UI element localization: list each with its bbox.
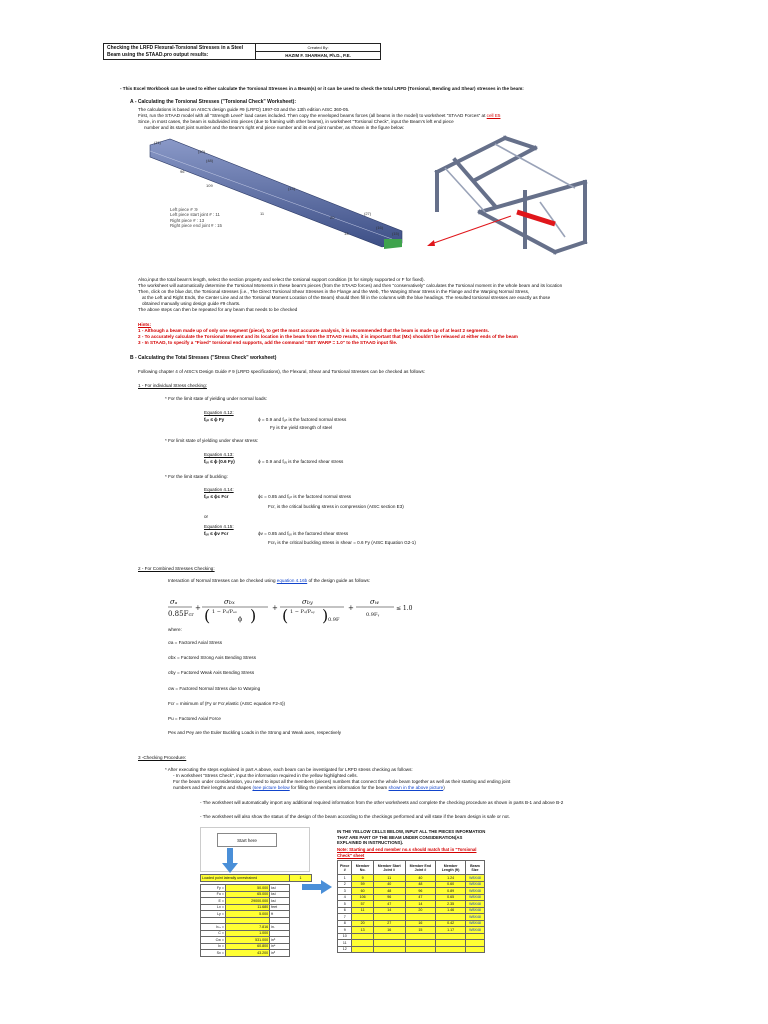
member-cell[interactable] xyxy=(405,946,436,953)
prop-unit: ksi xyxy=(270,891,290,898)
svg-text:(11): (11) xyxy=(154,140,161,145)
member-cell[interactable] xyxy=(465,946,484,953)
eq414-label: Equation 4.14: xyxy=(204,487,234,492)
prop-label: Ix = xyxy=(201,943,226,950)
member-cell[interactable]: W8X48 xyxy=(465,907,484,914)
above-picture-link[interactable]: shown in the above picture xyxy=(388,785,444,790)
equation-link[interactable]: equation 4.16b xyxy=(276,578,308,583)
eq414-expr: fᵤₙ ≤ ϕc Fcr xyxy=(204,494,229,499)
svg-text:20: 20 xyxy=(330,215,335,220)
svg-text:(: ( xyxy=(282,606,289,625)
table-row xyxy=(338,946,485,953)
column-header: Member No. xyxy=(352,861,373,875)
frame-3d-figure xyxy=(425,132,595,260)
def-item: Fcr = minimum of (Fy or Fcr,elastic (AISC equation F2-4)) xyxy=(168,701,286,706)
prop-unit: in⁶ xyxy=(270,937,290,944)
start-here-box: Start here xyxy=(217,833,277,847)
member-cell[interactable]: 16 xyxy=(373,927,405,934)
sheet-left-panel xyxy=(200,827,310,872)
svg-text:σby: σby xyxy=(302,598,313,606)
svg-text:(15): (15) xyxy=(392,231,400,236)
member-cell[interactable]: 0.42 xyxy=(436,920,466,927)
member-cell[interactable]: 47 xyxy=(405,894,436,901)
member-cell[interactable]: 9 xyxy=(352,875,373,882)
member-cell[interactable]: 13 xyxy=(352,927,373,934)
loaded-value[interactable]: 1 xyxy=(290,875,312,882)
svg-text:σₐ: σₐ xyxy=(170,598,178,606)
right-arrow-icon xyxy=(302,880,332,894)
svg-text:): ) xyxy=(322,606,329,625)
def-item: Pex and Pey are the Euler Buckling Loads in the Strong and Weak axes, respectively xyxy=(168,730,342,735)
svg-text:(14): (14) xyxy=(288,186,296,191)
eq414-note1: ϕc = 0.85 and fᵤₙ is the factored normal stress xyxy=(258,494,352,499)
prop-label: Lx = xyxy=(201,904,226,911)
column-header: Member Start Joint # xyxy=(373,861,405,875)
member-cell[interactable]: 11 xyxy=(352,907,373,914)
svg-text:11: 11 xyxy=(260,211,265,216)
section-a-body xyxy=(138,107,698,131)
props-row xyxy=(201,950,290,957)
prop-unit: ksi xyxy=(270,885,290,892)
piece-number: 9 xyxy=(338,927,352,934)
def-item: Pu = Factored Axial Force xyxy=(168,716,221,721)
member-cell[interactable]: 11 xyxy=(373,875,405,882)
member-cell[interactable]: 40 xyxy=(405,875,436,882)
def-item: σby = Factored Weak Axis Bending Stress xyxy=(168,670,255,675)
section-a-line: Since, in most cases, the beam is subdivided into pieces (due to framing with other beams), in worksheet "Torsional Check", input the Beam's left end piece xyxy=(138,119,454,124)
member-cell[interactable]: 27 xyxy=(373,920,405,927)
after-line: The above steps can then be repeated for any beam that needs to be checked xyxy=(138,307,298,312)
after-line: The worksheet will automatically determine the Torsional Moments in these beam's pieces (from the STAAD forces) and then "conservatively" calculates the Torsional moment in the whole beam and its location xyxy=(138,283,563,288)
sheet-props-table xyxy=(200,874,312,882)
label-right-piece: Right piece # : 13 xyxy=(170,218,205,223)
prop-value[interactable]: 65.000 xyxy=(225,891,269,898)
piece-number: 10 xyxy=(338,933,352,940)
piece-number: 6 xyxy=(338,907,352,914)
member-cell[interactable]: 20 xyxy=(405,907,436,914)
hints-title: Hints: xyxy=(138,322,152,327)
member-cell[interactable]: W8X48 xyxy=(465,888,484,895)
member-cell[interactable] xyxy=(436,946,466,953)
member-cell[interactable]: 48 xyxy=(405,881,436,888)
prop-value[interactable]: 43.200 xyxy=(225,950,269,957)
member-cell[interactable]: 40 xyxy=(373,881,405,888)
sheet-banner: IN THE YELLOW CELLS BELOW, INPUT ALL THE PIECES INFORMATION THAT ARE PART OF THE BEAM UNDER CONSIDERATION(AS EXPLAINED IN INSTRUCTIONS). xyxy=(337,829,486,845)
prop-label: Sx = xyxy=(201,950,226,957)
member-cell[interactable]: 0.89 xyxy=(436,888,466,895)
loaded-label: Loaded point laterally unrestrained xyxy=(201,875,290,882)
member-cell[interactable]: 60 xyxy=(352,888,373,895)
prop-unit: ksi xyxy=(270,898,290,905)
svg-text:0.9F: 0.9F xyxy=(328,617,340,623)
member-cell[interactable]: 59 xyxy=(352,881,373,888)
intro-text: - This Excel Workbook can be used to either calculate the Torsional Stresses in a Beam(s) or it can be used to check the total LRFD (Torsional, Bending and Shear) stresses in the beam: xyxy=(120,86,524,91)
member-cell[interactable] xyxy=(373,946,405,953)
member-cell[interactable]: 0.60 xyxy=(436,881,466,888)
section-a-title: A - Calculating the Torsional Stresses ("Torsional Check" Worksheet): xyxy=(130,99,296,105)
piece-number: 2 xyxy=(338,881,352,888)
svg-text:96: 96 xyxy=(180,169,185,174)
member-cell[interactable]: 47 xyxy=(373,901,405,908)
prop-label: Fy = xyxy=(201,885,226,892)
svg-text:ϕ: ϕ xyxy=(238,616,243,623)
prop-value[interactable]: 1.000 xyxy=(225,930,269,937)
prop-value[interactable]: 60.800 xyxy=(225,943,269,950)
after-line: Also,input the total beam's length, select the section property and select the torsional support condition (S for simply supported or F for fixed). xyxy=(138,277,425,282)
proc-line: For the beam under consideration, you need to input all the members (pieces) numbers that connect the whole beam together as well as their starting and ending joint xyxy=(173,779,511,784)
svg-text:1 − Pᵤ/Pₑᵧ: 1 − Pᵤ/Pₑᵧ xyxy=(290,609,315,615)
eq414-note2: Fcr, is the critical buckling stress in compression (AISC section E3) xyxy=(268,504,404,509)
column-header: Member End Joint # xyxy=(405,861,436,875)
svg-text:109: 109 xyxy=(206,183,213,188)
svg-text:+: + xyxy=(348,604,354,612)
svg-text:(: ( xyxy=(204,606,211,625)
eq413-expr: fᵤᵥ ≤ ϕ (0.6 Fy) xyxy=(204,459,235,464)
section-a-after xyxy=(138,277,738,313)
member-cell[interactable]: 96 xyxy=(373,894,405,901)
section-a-line: The calculations is based on AISC's design guide #9 (LRFD) 1997-03 and the 13th edition AISC 360-05. xyxy=(138,107,350,112)
member-cell[interactable]: 15 xyxy=(405,927,436,934)
eq415-note2: Fcrᵥ is the critical buckling stress in shear = 0.6 Fy (AISC Equation G2-1) xyxy=(268,540,416,545)
prop-label: Ly = xyxy=(201,911,226,918)
hints-block xyxy=(138,322,738,346)
member-cell[interactable]: W8X48 xyxy=(465,875,484,882)
member-cell[interactable] xyxy=(352,946,373,953)
member-cell[interactable]: W8X48 xyxy=(465,894,484,901)
svg-text:σw: σw xyxy=(370,598,380,606)
down-arrow-icon xyxy=(222,848,238,874)
prop-label: C = xyxy=(201,930,226,937)
after-line: Then, click on the blue dot, the Torsional stresses (i.e., The Direct Torsional Shear Stresses in the Flange and the Web, The Warping Shear Stress in the Flange and the Warping Normal Stress, xyxy=(138,289,530,294)
member-cell[interactable]: 48 xyxy=(373,888,405,895)
see-picture-link[interactable]: (see picture below xyxy=(252,785,290,790)
member-cell[interactable]: 57 xyxy=(352,901,373,908)
interaction-equation xyxy=(166,594,416,630)
piece-number: 5 xyxy=(338,901,352,908)
svg-text:(16): (16) xyxy=(376,225,384,230)
or-label: or xyxy=(204,514,209,519)
piece-number: 1 xyxy=(338,875,352,882)
prop-unit: in³ xyxy=(270,950,290,957)
svg-text:(40): (40) xyxy=(198,149,206,154)
sub2-title: 2 - For Combined Stresses Checking: xyxy=(138,566,215,571)
member-cell[interactable]: 106 xyxy=(352,894,373,901)
prop-value[interactable]: 531.000 xyxy=(225,937,269,944)
member-cell[interactable]: 14 xyxy=(373,907,405,914)
prop-label: bₛₓ = xyxy=(201,924,226,931)
member-cell[interactable]: 14 xyxy=(405,901,436,908)
proc-line: - The worksheet will automatically import any additional required information from the other worksheets and complete the checking procedure as shown in parts B-1 and above B-2 xyxy=(200,800,564,805)
prop-value[interactable]: 50.000 xyxy=(225,885,269,892)
prop-value[interactable]: 7.816 xyxy=(225,924,269,931)
header-table xyxy=(103,43,381,60)
label-right-joint: Right piece end joint # : 15 xyxy=(170,223,222,228)
svg-text:1 − Pᵤ/Pₑₓ: 1 − Pᵤ/Pₑₓ xyxy=(212,609,238,615)
member-cell[interactable]: 1.17 xyxy=(436,927,466,934)
sub1-title: 1 - For individual Stress checking: xyxy=(138,383,207,388)
label-left-piece: Left piece # :9 xyxy=(170,207,198,212)
proc-line: - The worksheet will also show the status of the design of the beam according to the checkings performed and will state if the beam design is safe or not. xyxy=(200,814,510,819)
prop-value[interactable]: 5.000 xyxy=(225,911,269,918)
piece-number: 7 xyxy=(338,914,352,921)
buckling: * For the limit state of buckling: xyxy=(165,474,228,479)
eq412-label: Equation 4.12: xyxy=(204,410,234,415)
procedure-block xyxy=(165,767,725,791)
members-table xyxy=(337,860,485,953)
sub3-title: 3 -Checking Procedure: xyxy=(138,755,187,760)
prop-label: E = xyxy=(201,898,226,905)
beam-model-figure xyxy=(140,135,412,253)
created-by-label: Created By: xyxy=(256,44,381,52)
def-item: σw = Factored Normal Stress due to Warping xyxy=(168,686,261,691)
prop-value[interactable]: 11.680 xyxy=(225,904,269,911)
svg-text:13: 13 xyxy=(344,231,349,236)
svg-text:0.9Fᵧ: 0.9Fᵧ xyxy=(366,612,380,618)
eq412-note1: ϕ = 0.9 and fᵤₙ is the factored normal stress xyxy=(258,417,347,422)
piece-number: 12 xyxy=(338,946,352,953)
def-item: σa = Factored Axial Stress xyxy=(168,640,223,645)
member-cell[interactable]: W8X48 xyxy=(465,914,484,921)
prop-label: Fu = xyxy=(201,891,226,898)
prop-unit: in⁴ xyxy=(270,943,290,950)
section-a-line: number and its start joint number and the Beam's right end piece number and its end joint number, as shown in the figure below: xyxy=(144,125,405,130)
svg-text:≤ 1.0: ≤ 1.0 xyxy=(396,605,413,612)
author-name: HAZIM F. SHARHAN, Ph.D., P.E. xyxy=(256,52,381,60)
member-cell[interactable]: 1.24 xyxy=(436,875,466,882)
eq412-note2: Fy is the yield strength of steel xyxy=(270,425,333,430)
eq415-label: Equation 4.15: xyxy=(204,524,234,529)
svg-text:): ) xyxy=(250,606,257,625)
member-cell[interactable]: W8X48 xyxy=(465,927,484,934)
section-b-intro: Following chapter 4 of AISC's Design Guide # 9 (LRFD specifications), the Flexural, Shear and Torsional Stresses can be checked as follows: xyxy=(138,369,426,374)
prop-value[interactable]: 29000.000 xyxy=(225,898,269,905)
yield-normal: * For the limit state of yielding under normal loads: xyxy=(165,396,268,401)
member-cell[interactable]: 0.65 xyxy=(436,894,466,901)
svg-text:+: + xyxy=(195,604,201,612)
section-a-line: First, run the STAAD model with all "Strength Level" load cases included. Then copy the enveloped beams forces (all beams in the model) to worksheet "STAAD Forces" at cell E5 xyxy=(138,113,501,118)
eq415-expr: fᵤᵥ ≤ ϕv Fcr xyxy=(204,531,229,536)
column-header: Beam Size xyxy=(465,861,484,875)
interaction-text: Interaction of Normal Stresses can be checked using equation 4.16b of the design guide as follows: xyxy=(168,578,371,583)
def-item: σbx = Factored Strong Axis Bending Stress xyxy=(168,655,256,660)
column-header: Member Length (ft) xyxy=(436,861,466,875)
piece-number: 4 xyxy=(338,894,352,901)
where-label: where: xyxy=(168,627,182,632)
section-b-title: B - Calculating the Total Stresses ("Stress Check" worksheet) xyxy=(130,355,277,361)
svg-text:(48): (48) xyxy=(206,158,214,163)
hint-item: 2 - To accurately calculate the Torsional Moment and its location in the beam from the STAAD results, it is important that (Mx) shouldn't be released at either ends of the beam xyxy=(138,334,518,339)
member-cell[interactable]: 16 xyxy=(405,920,436,927)
eq412-expr: fᵤₙ ≤ ϕ Fy xyxy=(204,417,225,422)
piece-number: 11 xyxy=(338,940,352,947)
member-cell[interactable]: 1.46 xyxy=(436,907,466,914)
after-line: at the Left and Right Ends, the Center Line and at the Torsional Moment Location of the Beam) should then fill in the columns with the blue headings. The resulted torsional stresses are exactly as those xyxy=(142,295,551,300)
proc-line: * After executing the steps explained in part A above, each beam can be investigated for LRFD stress checking as follows: xyxy=(165,767,413,772)
cell-ref-link[interactable]: cell E5 xyxy=(486,113,501,118)
sheet-note: Note: Starting and end member no.s should match that in "Torsional Check" sheet xyxy=(337,847,477,858)
piece-number: 3 xyxy=(338,888,352,895)
column-header: Piece # xyxy=(338,861,352,875)
prop-unit: in. xyxy=(270,924,290,931)
hint-item: 1 - Although a beam made up of only one segment (piece), to get the most accurate analysis, it is recommended that the beam is made up of at least 2 segments. xyxy=(138,328,490,333)
svg-text:σbx: σbx xyxy=(224,598,235,606)
member-cell[interactable]: 96 xyxy=(405,888,436,895)
proc-line: numbers and their lengths and shapes (see picture below for filling the members information for the beam shown in the above picture) xyxy=(173,785,445,790)
member-cell[interactable]: 2.35 xyxy=(436,901,466,908)
label-left-joint: Left piece start joint # : 11 xyxy=(170,212,220,217)
svg-text:0.85Fcr: 0.85Fcr xyxy=(168,610,194,618)
prop-unit: feet xyxy=(270,904,290,911)
after-line: obtained manually using design guide #9 charts. xyxy=(142,301,241,306)
member-cell[interactable]: 20 xyxy=(352,920,373,927)
prop-unit: ft xyxy=(270,911,290,918)
props-table xyxy=(200,884,290,957)
document-title: Checking the LRFD Flexural-Torsional Stresses in a Steel Beam using the STAAD.pro output results: xyxy=(104,44,256,60)
member-cell[interactable]: W8X48 xyxy=(465,920,484,927)
member-cell[interactable]: W8X48 xyxy=(465,881,484,888)
eq415-note1: ϕv = 0.85 and fᵤᵥ is the factored shear stress xyxy=(258,531,349,536)
eq413-label: Equation 4.13: xyxy=(204,452,234,457)
piece-number: 8 xyxy=(338,920,352,927)
svg-text:(27): (27) xyxy=(364,211,372,216)
svg-text:+: + xyxy=(272,604,278,612)
proc-line: - In worksheet "Stress Check", input the information required in the yellow highlighted cells. xyxy=(173,773,358,778)
member-cell[interactable]: W8X48 xyxy=(465,901,484,908)
prop-label: Cw = xyxy=(201,937,226,944)
hint-item: 3 - In STAAD, to specify a "Fixed" torsional end supports, add the command "SET WARP = 1.0" to the STAAD input file. xyxy=(138,340,398,345)
eq413-note: ϕ = 0.9 and fᵤᵥ is the factored shear stress xyxy=(258,459,344,464)
yield-shear: * For limit state of yielding under shear stress: xyxy=(165,438,259,443)
